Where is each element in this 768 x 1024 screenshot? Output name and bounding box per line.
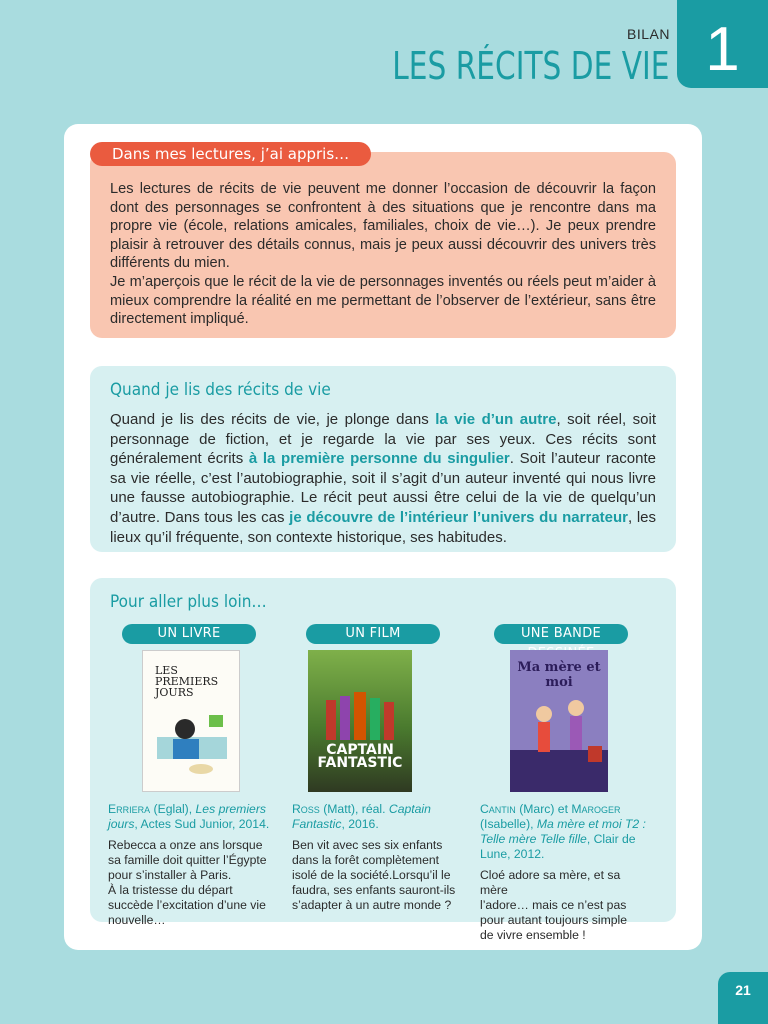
page-title: LES RÉCITS DE VIE [392, 44, 670, 88]
work-title: Ma mère et moi T2 : Telle mère Telle fille [480, 817, 646, 846]
further-heading: Pour aller plus loin… [110, 592, 267, 612]
learned-text [110, 180, 656, 329]
reading-text-part: , soit réel, soit personnage de fiction, et je regarde la vie par ses yeux. Ces récits sont généralement écrits [110, 411, 656, 468]
author: Cantin [480, 802, 516, 816]
reading-text-part: Quand je lis des récits de vie, je plonge dans [110, 411, 436, 428]
work-title: Captain Fantastic [292, 802, 431, 831]
reading-text-part: . Soit l’auteur raconte sa vie réelle, c’est l’autobiographie, soit il s’agit d’un auteur inventé qui nous livre une fausse autobiographie. Le récit peut aussi être celui de la vie de quelqu’un d’autre. Dans tous les cas [110, 450, 656, 526]
author-2: Maroger [571, 802, 621, 816]
reading-highlight: je découvre de l’intérieur l’univers du narrateur [289, 508, 628, 526]
film-poster[interactable] [308, 650, 412, 792]
recommendation-comic [480, 624, 650, 943]
recommendation-film [292, 624, 462, 913]
reco-label: UN FILM [306, 624, 440, 644]
reading-highlight: à la première personne du singulier [248, 450, 510, 468]
author-rest: (Eglal), [150, 802, 196, 816]
work-title: Les premiers jours [108, 802, 266, 831]
learned-label: Dans mes lectures, j’ai appris… [90, 142, 371, 166]
learned-paragraph-2: Je m’aperçois que le récit de la vie de personnages inventés ou réels peut m’aider à mieux comprendre la réalité en me permettant de l’observer de l’extérieur, sans être directement impliqué. [110, 273, 656, 328]
author-rest: (Marc) et [515, 802, 572, 816]
learned-paragraph-1: Les lectures de récits de vie peuvent me donner l’occasion de découvrir la façon dont des personnages se confrontent à des situations que je rencontre dans ma propre vie (école, relations amicales, familiales, choix de vie…). Je peux prendre plaisir à retrouver des détails connus, mais je peux aussi découvrir des univers très différents du mien. [110, 181, 656, 272]
book-cover[interactable] [142, 650, 240, 792]
learned-section [90, 145, 676, 338]
recommendation-book [108, 624, 278, 928]
author: Ross [292, 802, 320, 816]
reading-highlight: la vie d’un autre [435, 411, 557, 428]
book-illustration-icon [143, 651, 240, 792]
content-card [64, 124, 702, 950]
section-label: BILAN [627, 26, 670, 42]
author: Erriera [108, 802, 151, 816]
reco-description: Cloé adore sa mère, et sa mère l’adore… mais ce n’est pas pour autant toujours simple de vivre ensemble ! [480, 868, 628, 942]
author-rest: (Matt), réal. [319, 802, 389, 816]
reco-description: Ben vit avec ses six enfants dans la forêt complètement isolé de la société.Lorsqu’il le faudra, ses enfants sauront-ils s’adapter à un autre monde ? [292, 838, 456, 912]
comic-illustration-icon [510, 650, 608, 792]
cover-title: LES PREMIERS JOURS [155, 664, 219, 699]
publisher: , 2016. [341, 817, 379, 831]
chapter-number: 1 [677, 0, 768, 88]
page-number: 21 [718, 972, 768, 1024]
reco-reference [292, 802, 462, 832]
reading-section [90, 366, 676, 552]
comic-cover[interactable] [510, 650, 608, 792]
reco-reference [108, 802, 278, 832]
reco-reference [480, 802, 650, 862]
author-2-rest: (Isabelle), [480, 817, 537, 831]
reading-text-part: , les lieux qu’il fréquente, son contexte historique, ses habitudes. [110, 508, 656, 546]
reco-label: UN LIVRE [122, 624, 256, 644]
cover-title: CAPTAIN FANTASTIC [317, 742, 403, 771]
reco-description: Rebecca a onze ans lorsque sa famille doit quitter l’Égypte pour s’installer à Paris. À la tristesse du départ succède l’excitation d’une vie nouvelle… [108, 838, 267, 927]
reco-label: UNE BANDE [494, 624, 628, 644]
cover-title: Ma mère et moi [517, 660, 601, 690]
further-section [90, 578, 676, 942]
reading-text [110, 410, 656, 547]
publisher: , Actes Sud Junior, 2014. [134, 817, 270, 831]
reading-heading: Quand je lis des récits de vie [110, 380, 331, 400]
publisher: , Clair de Lune, 2012. [480, 832, 636, 861]
